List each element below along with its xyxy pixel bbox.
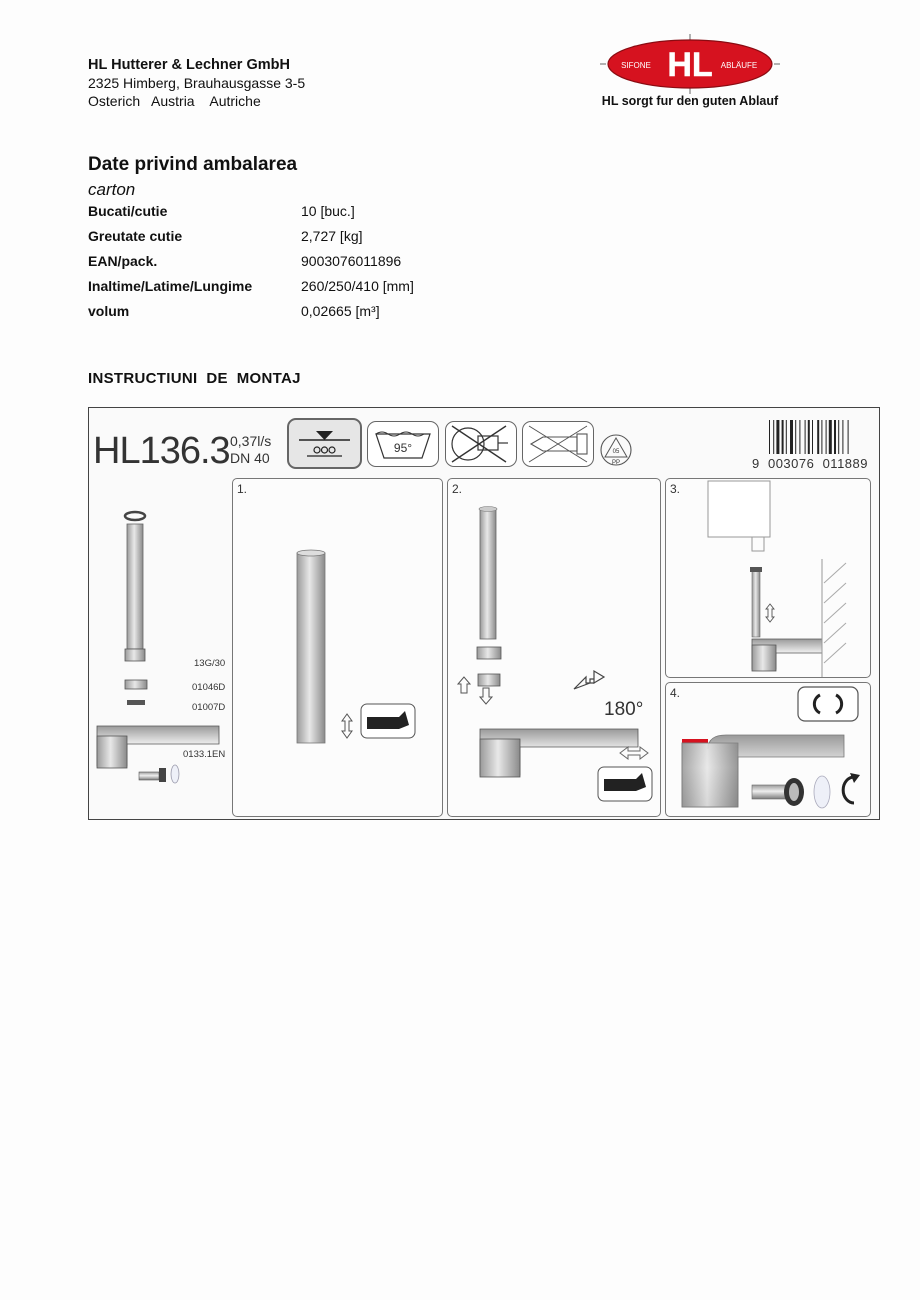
installation-diagram [88,407,880,820]
barcode-bar [782,420,784,454]
packaging-label: Inaltime/Latime/Lungime [88,278,253,294]
packaging-value: 9003076011896 [301,253,402,269]
packaging-row [88,203,488,225]
part-label: 13G/30 [194,658,226,669]
recycle-material: PP [611,460,621,466]
barcode-bar [805,420,806,454]
barcode-bar [817,420,819,454]
barcode-bar [808,420,810,454]
step-2-panel [447,478,661,817]
packaging-value: 0,02665 [m³] [301,303,380,319]
temperature-label: 95° [393,441,413,455]
packaging-label: Bucati/cutie [88,203,168,219]
model-number: HL136.3 [93,430,230,472]
barcode-bar [799,420,800,454]
barcode [752,418,870,472]
logo-slogan: HL sorgt fur den guten Ablauf [601,94,779,108]
part-label: 01007D [192,702,226,713]
packaging-label: EAN/pack. [88,253,158,269]
barcode-bar [826,420,827,454]
part-label: 0133.1EN [183,749,226,760]
packaging-label: volum [88,303,130,319]
barcode-bar [812,420,813,454]
step-number: 1. [237,482,248,496]
barcode-bar [821,420,822,454]
recycle-code: 05 [612,449,620,455]
packaging-label: Greutate cutie [88,228,183,244]
no-dishwasher-icon [445,421,517,467]
step-number: 2. [452,482,463,496]
packaging-row [88,278,488,300]
sink-outlet-icon [287,418,362,469]
step-4-panel [665,682,871,817]
packaging-row [88,228,488,250]
barcode-bar [842,420,843,454]
barcode-bar [834,420,836,454]
barcode-bar [790,420,793,454]
part-label: 01046D [192,682,226,693]
step-3-panel [665,478,871,678]
step-number: 4. [670,686,681,700]
logo-center-text: HL [667,46,713,84]
barcode-bar [786,420,787,454]
barcode-bar [769,420,770,454]
barcode-bar [829,420,832,454]
step-number: 3. [670,482,681,496]
dn-size: DN 40 [230,450,270,466]
company-address: 2325 Himberg, Brauhausgasse 3-5 [88,75,306,91]
temperature-icon [367,421,439,467]
packaging-value: 2,727 [kg] [301,228,363,244]
barcode-bar [776,420,779,454]
packaging-subtitle: carton [88,180,136,199]
company-name: HL Hutterer & Lechner GmbH [88,57,290,73]
barcode-bar [795,420,796,454]
recycling-pp-icon [599,433,633,469]
no-pipe-cleaner-icon [522,421,594,467]
logo-left-text: SIFONE [621,61,651,70]
barcode-bar [773,420,774,454]
barcode-bar [848,420,849,454]
packaging-value: 260/250/410 [mm] [301,278,414,294]
packaging-title: Date privind ambalarea [88,154,298,175]
company-block [88,56,305,110]
flow-rate: 0,37l/s [230,433,272,449]
barcode-number: 9 003076 011889 [752,456,868,471]
parts-column [89,504,229,804]
rotation-label: 180° [604,699,644,720]
step-1-panel [232,478,443,817]
packaging-row [88,303,488,325]
packaging-value: 10 [buc.] [301,203,355,219]
packaging-row [88,253,488,275]
barcode-bar [838,420,839,454]
flow-spec [230,433,271,467]
instructions-title: INSTRUCTIUNI DE MONTAJ [88,370,301,387]
company-countries: Osterich Austria Autriche [88,93,261,109]
logo-right-text: ABLÄUFE [720,61,758,70]
